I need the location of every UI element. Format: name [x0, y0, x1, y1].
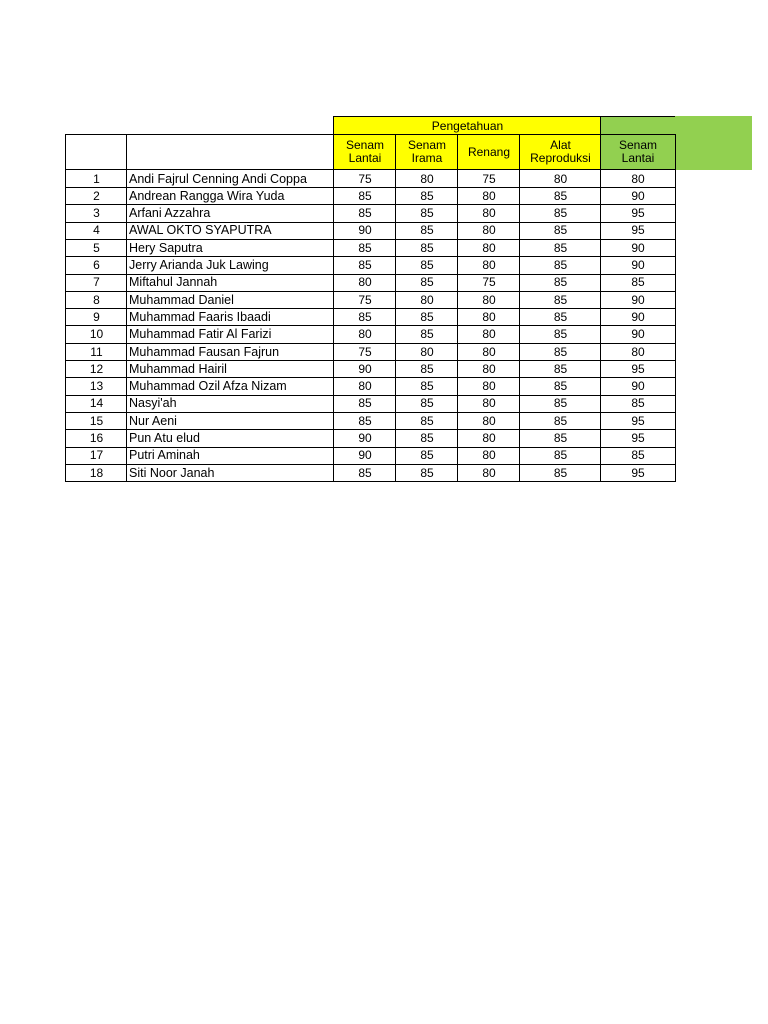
score-cell: 80 [600, 170, 676, 188]
group-header-green [600, 116, 676, 134]
score-cell: 80 [333, 274, 396, 292]
row-number-cell: 1 [65, 170, 127, 188]
row-number-cell: 11 [65, 343, 127, 361]
column-header-line2: Lantai [348, 151, 382, 165]
score-cell: 90 [333, 360, 396, 378]
student-name-cell: Muhammad Ozil Afza Nizam [126, 378, 334, 396]
score-cell: 85 [395, 239, 458, 257]
group-header-pengetahuan: Pengetahuan [333, 116, 601, 134]
score-cell: 85 [519, 257, 601, 275]
column-header-line2: Lantai [621, 151, 655, 165]
score-cell: 95 [600, 360, 676, 378]
score-cell: 90 [600, 239, 676, 257]
score-cell: 85 [395, 447, 458, 465]
score-cell: 85 [333, 308, 396, 326]
green-fill-block [675, 116, 752, 170]
row-number-cell: 14 [65, 395, 127, 413]
score-cell: 85 [519, 222, 601, 240]
score-cell: 95 [600, 430, 676, 448]
score-cell: 85 [395, 430, 458, 448]
score-cell: 85 [333, 205, 396, 223]
score-cell: 85 [395, 464, 458, 482]
student-name-cell: Putri Aminah [126, 447, 334, 465]
score-cell: 85 [395, 274, 458, 292]
score-cell: 80 [457, 308, 520, 326]
student-name-cell: AWAL OKTO SYAPUTRA [126, 222, 334, 240]
score-cell: 90 [600, 187, 676, 205]
student-name-cell: Miftahul Jannah [126, 274, 334, 292]
column-header-line1: Senam [345, 138, 385, 152]
score-cell: 80 [457, 360, 520, 378]
score-cell: 85 [600, 274, 676, 292]
row-number-cell: 9 [65, 308, 127, 326]
score-cell: 85 [519, 291, 601, 309]
score-cell: 85 [519, 205, 601, 223]
score-cell: 85 [519, 395, 601, 413]
score-cell: 80 [457, 205, 520, 223]
score-cell: 85 [600, 395, 676, 413]
row-number-cell: 6 [65, 257, 127, 275]
score-cell: 80 [457, 326, 520, 344]
score-cell: 85 [519, 308, 601, 326]
score-cell: 80 [457, 222, 520, 240]
score-cell: 95 [600, 205, 676, 223]
score-cell: 85 [395, 395, 458, 413]
row-number-cell: 2 [65, 187, 127, 205]
score-cell: 85 [395, 257, 458, 275]
score-cell: 80 [457, 447, 520, 465]
score-cell: 85 [600, 447, 676, 465]
column-header-line1: Renang [467, 144, 511, 159]
score-cell: 80 [457, 378, 520, 396]
row-number-cell: 10 [65, 326, 127, 344]
row-number-cell: 17 [65, 447, 127, 465]
student-name-cell: Nasyi'ah [126, 395, 334, 413]
column-header-line2: Irama [411, 151, 443, 165]
score-cell: 85 [395, 222, 458, 240]
header-number-cell [65, 134, 127, 170]
score-cell: 80 [519, 170, 601, 188]
score-cell: 80 [457, 412, 520, 430]
score-cell: 85 [395, 326, 458, 344]
score-cell: 80 [457, 291, 520, 309]
score-cell: 85 [519, 187, 601, 205]
column-header-line1: Senam [618, 138, 658, 152]
score-cell: 85 [395, 187, 458, 205]
row-number-cell: 16 [65, 430, 127, 448]
row-number-cell: 4 [65, 222, 127, 240]
score-cell: 85 [519, 430, 601, 448]
score-cell: 85 [519, 464, 601, 482]
student-name-cell: Muhammad Faaris Ibaadi [126, 308, 334, 326]
score-cell: 90 [600, 326, 676, 344]
score-cell: 90 [600, 257, 676, 275]
score-cell: 75 [333, 343, 396, 361]
score-cell: 80 [457, 187, 520, 205]
score-cell: 80 [333, 378, 396, 396]
score-cell: 80 [457, 464, 520, 482]
row-number-cell: 15 [65, 412, 127, 430]
score-cell: 85 [333, 464, 396, 482]
score-cell: 85 [333, 187, 396, 205]
row-number-cell: 18 [65, 464, 127, 482]
score-cell: 90 [600, 291, 676, 309]
score-cell: 85 [333, 239, 396, 257]
score-cell: 85 [395, 378, 458, 396]
score-cell: 80 [457, 343, 520, 361]
score-cell: 90 [600, 378, 676, 396]
score-cell: 75 [457, 274, 520, 292]
score-cell: 85 [519, 274, 601, 292]
row-number-cell: 5 [65, 239, 127, 257]
student-name-cell: Pun Atu elud [126, 430, 334, 448]
score-cell: 90 [333, 222, 396, 240]
score-cell: 85 [519, 326, 601, 344]
column-header-5 [600, 134, 676, 170]
score-cell: 85 [333, 395, 396, 413]
score-cell: 80 [457, 239, 520, 257]
student-name-cell: Jerry Arianda Juk Lawing [126, 257, 334, 275]
score-cell: 85 [519, 412, 601, 430]
score-cell: 85 [519, 239, 601, 257]
score-cell: 85 [395, 412, 458, 430]
score-cell: 80 [395, 170, 458, 188]
score-cell: 80 [457, 430, 520, 448]
header-name-cell [126, 134, 334, 170]
score-cell: 85 [333, 257, 396, 275]
student-name-cell: Siti Noor Janah [126, 464, 334, 482]
score-cell: 90 [600, 308, 676, 326]
score-cell: 95 [600, 464, 676, 482]
student-name-cell: Arfani Azzahra [126, 205, 334, 223]
row-number-cell: 13 [65, 378, 127, 396]
score-cell: 85 [519, 360, 601, 378]
student-name-cell: Muhammad Fatir Al Farizi [126, 326, 334, 344]
row-number-cell: 8 [65, 291, 127, 309]
score-cell: 95 [600, 222, 676, 240]
score-cell: 95 [600, 412, 676, 430]
score-cell: 85 [519, 378, 601, 396]
score-cell: 90 [333, 447, 396, 465]
student-name-cell: Muhammad Fausan Fajrun [126, 343, 334, 361]
column-header-3 [457, 134, 520, 170]
score-cell: 75 [333, 170, 396, 188]
score-cell: 85 [519, 447, 601, 465]
column-header-line2: Reproduksi [530, 151, 591, 165]
score-cell: 80 [395, 291, 458, 309]
row-number-cell: 12 [65, 360, 127, 378]
score-cell: 85 [395, 308, 458, 326]
score-cell: 80 [600, 343, 676, 361]
column-header-line1: Senam [407, 138, 447, 152]
student-name-cell: Muhammad Hairil [126, 360, 334, 378]
student-name-cell: Andrean Rangga Wira Yuda [126, 187, 334, 205]
score-cell: 80 [457, 395, 520, 413]
column-header-4 [519, 134, 601, 170]
column-header-1 [333, 134, 396, 170]
score-cell: 85 [519, 343, 601, 361]
score-cell: 85 [395, 205, 458, 223]
row-number-cell: 3 [65, 205, 127, 223]
student-name-cell: Nur Aeni [126, 412, 334, 430]
score-cell: 85 [395, 360, 458, 378]
score-cell: 80 [333, 326, 396, 344]
score-cell: 85 [333, 412, 396, 430]
score-cell: 75 [333, 291, 396, 309]
score-cell: 80 [457, 257, 520, 275]
score-cell: 75 [457, 170, 520, 188]
column-header-line1: Alat [550, 138, 571, 152]
student-name-cell: Hery Saputra [126, 239, 334, 257]
score-cell: 80 [395, 343, 458, 361]
column-header-2 [395, 134, 458, 170]
row-number-cell: 7 [65, 274, 127, 292]
student-name-cell: Muhammad Daniel [126, 291, 334, 309]
student-name-cell: Andi Fajrul Cenning Andi Coppa [126, 170, 334, 188]
score-cell: 90 [333, 430, 396, 448]
